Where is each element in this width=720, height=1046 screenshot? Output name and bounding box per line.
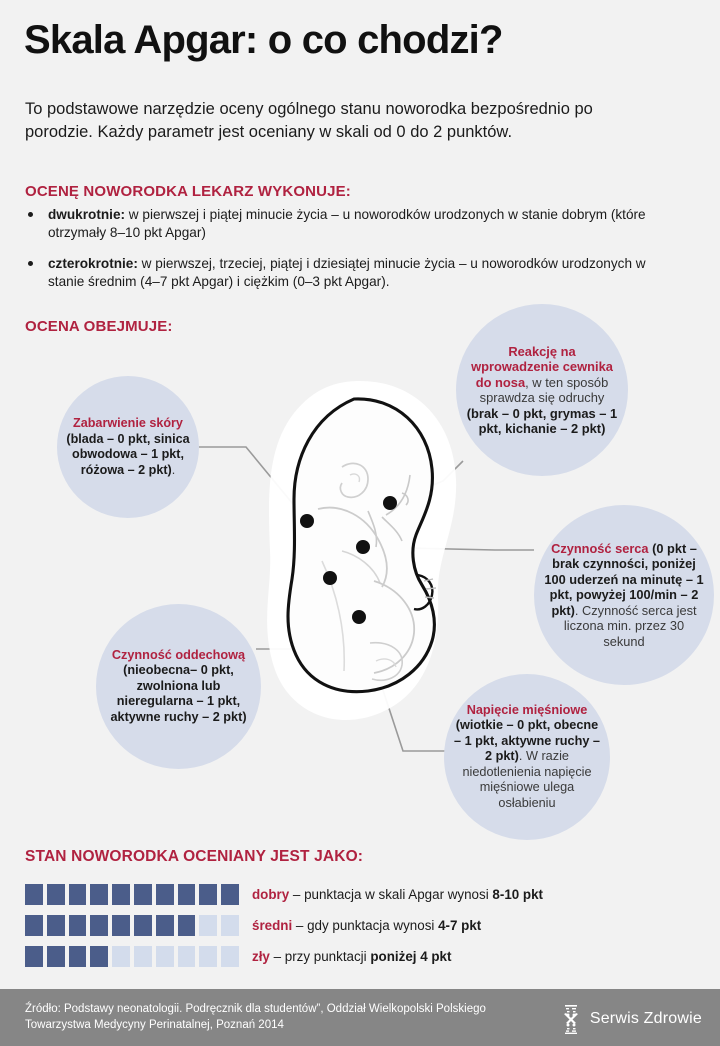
score-block-empty — [134, 946, 152, 967]
legend-description: – gdy punktacja wynosi — [292, 918, 439, 933]
legend-description: – punktacja w skali Apgar wynosi — [289, 887, 493, 902]
score-block-filled — [112, 915, 130, 936]
callout-skin-title: Zabarwienie skóry — [73, 416, 183, 430]
callout-heart-note: . Czynność serca jest liczona min. przez 30 sekund — [563, 602, 697, 649]
callout-heart-title: Czynność serca — [551, 540, 649, 556]
bullet-text: w pierwszej, trzeciej, piątej i dziesiątej minucie życia – u noworodków urodzonych w stanie średnim (4–7 pkt Apgar) i ciężkim (0–3 pkt Apgar). — [48, 256, 646, 289]
score-block-empty — [199, 915, 217, 936]
callout-reflex-note: , w ten sposób sprawdza się odruchy — [479, 374, 609, 405]
legend-text — [252, 918, 481, 933]
score-block-empty — [199, 946, 217, 967]
anchor-dot-muscle — [352, 610, 366, 624]
bullet-dot-icon — [28, 212, 33, 217]
brand-name: Serwis Zdrowie — [589, 1010, 702, 1027]
anchor-dot-heart — [356, 540, 370, 554]
legend-state-name: zły — [252, 949, 270, 964]
score-block-filled — [69, 884, 87, 905]
callout-breathing-scale: (nieobecna– 0 pkt, zwolniona lub nieregularna – 1 pkt, aktywne ruchy – 2 pkt) — [110, 663, 247, 724]
legend-row — [25, 910, 695, 941]
score-block-empty — [221, 915, 239, 936]
bullet-lead: dwukrotnie: — [48, 207, 126, 222]
score-block-empty — [221, 946, 239, 967]
score-block-filled — [112, 884, 130, 905]
callout-breathing[interactable] — [96, 604, 261, 769]
score-block-filled — [25, 946, 43, 967]
callout-reflex[interactable] — [456, 304, 628, 476]
anchor-dot-reflex — [383, 496, 397, 510]
score-block-filled — [25, 884, 43, 905]
callout-reflex-scale: (brak – 0 pkt, grymas – 1 pkt, kichanie – 2 pkt) — [466, 405, 618, 436]
brand-logo[interactable] — [560, 1004, 702, 1034]
callout-skin-color[interactable] — [57, 376, 199, 518]
source-text: Źródło: Podstawy neonatologii. Podręcznik dla studentów”, Oddział Wielkopolski Polskiego Towarzystwa Medycyny Perinatalnej, Poznań 2014 — [25, 1003, 486, 1031]
score-block-filled — [25, 915, 43, 936]
score-block-filled — [221, 884, 239, 905]
page-title: Skala Apgar: o co chodzi? — [24, 18, 503, 62]
score-block-empty — [178, 946, 196, 967]
list-item — [25, 255, 685, 290]
section-heading-doctor: OCENĘ NOWORODKA LEKARZ WYKONUJE: — [25, 183, 351, 200]
score-block-filled — [69, 946, 87, 967]
anchor-dot-breath — [323, 571, 337, 585]
score-block-filled — [178, 884, 196, 905]
score-block-filled — [69, 915, 87, 936]
bullet-lead: czterokrotnie: — [48, 256, 138, 271]
callout-muscle-tone[interactable] — [444, 674, 610, 840]
score-block-filled — [90, 915, 108, 936]
score-block-filled — [199, 884, 217, 905]
callout-reflex-title: Reakcję na wprowadzenie cewnika do nosa — [471, 343, 613, 390]
legend-text — [252, 949, 451, 964]
score-block-filled — [90, 884, 108, 905]
footer-bar — [0, 989, 720, 1046]
score-block-filled — [90, 946, 108, 967]
score-block-filled — [156, 884, 174, 905]
bullet-list — [25, 206, 685, 304]
score-block-empty — [156, 946, 174, 967]
legend-score-value: 8-10 pkt — [492, 887, 544, 902]
legend-text — [252, 887, 543, 902]
callout-breathing-title: Czynność oddechową — [111, 647, 246, 662]
score-block-filled — [134, 884, 152, 905]
callout-muscle-note: . W razie niedotlenienia napięcie mięśniowe ulega osłabieniu — [462, 749, 592, 810]
callout-skin-scale: (blada – 0 pkt, sinica obwodowa – 1 pkt, różowa – 2 pkt) — [66, 431, 190, 477]
score-block-filled — [134, 915, 152, 936]
dna-helix-icon — [560, 1004, 582, 1034]
score-block-filled — [156, 915, 174, 936]
assessment-diagram — [0, 295, 720, 840]
score-block-filled — [47, 884, 65, 905]
score-blocks — [25, 915, 239, 936]
callout-muscle-scale: (wiotkie – 0 pkt, obecne – 1 pkt, aktywne ruchy – 2 pkt) — [454, 718, 600, 764]
score-legend — [25, 879, 695, 972]
callout-heart-scale: (0 pkt – brak czynności, poniżej 100 uderzeń na minutę – 1 pkt, powyżej 100/min – 2 pkt) — [544, 540, 704, 618]
score-block-filled — [47, 915, 65, 936]
anchor-dot-skin — [300, 514, 314, 528]
callout-skin-note: . — [171, 462, 176, 477]
legend-score-value: poniżej 4 pkt — [370, 949, 452, 964]
score-blocks — [25, 884, 239, 905]
bullet-dot-icon — [28, 261, 33, 266]
callout-muscle-title: Napięcie mięśniowe — [466, 702, 588, 717]
legend-description: – przy punktacji — [269, 949, 371, 964]
intro-paragraph: To podstawowe narzędzie oceny ogólnego stanu noworodka bezpośrednio po porodzie. Każdy parametr jest oceniany w skali od 0 do 2 punktów. — [25, 100, 593, 141]
legend-score-value: 4-7 pkt — [438, 918, 482, 933]
score-block-filled — [47, 946, 65, 967]
callout-heart-rate[interactable] — [534, 505, 714, 685]
bullet-text: w pierwszej i piątej minucie życia – u noworodków urodzonych w stanie dobrym (które otrzymały 8–10 pkt Apgar) — [48, 207, 646, 240]
legend-state-name: średni — [252, 918, 293, 933]
legend-row — [25, 879, 695, 910]
section-heading-scope: OCENA OBEJMUJE: — [25, 318, 173, 335]
score-blocks — [25, 946, 239, 967]
score-block-filled — [178, 915, 196, 936]
list-item — [25, 206, 685, 241]
section-heading-state: STAN NOWORODKA OCENIANY JEST JAKO: — [25, 848, 364, 865]
score-block-empty — [112, 946, 130, 967]
legend-state-name: dobry — [252, 887, 290, 902]
legend-row — [25, 941, 695, 972]
